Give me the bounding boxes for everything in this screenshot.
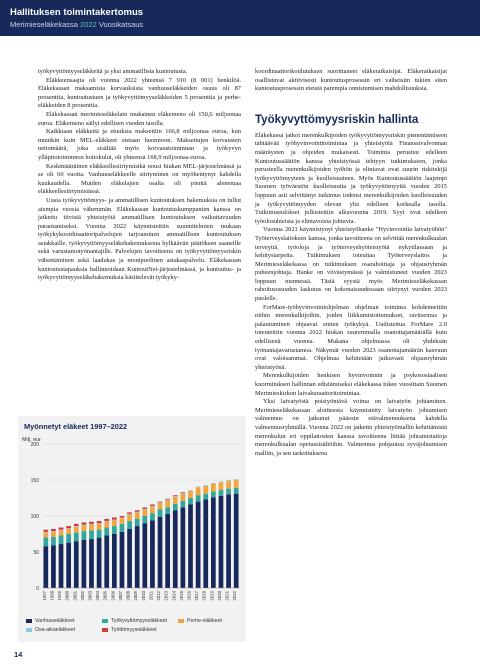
x-tick-label: 2019 [209,591,215,601]
bar-segment [150,506,155,507]
bar-segment [203,494,208,500]
bar-segment [135,526,140,588]
bar-segment [234,488,239,494]
x-tick-label: 2009 [133,591,139,601]
y-tick-label: 100 [30,514,39,520]
bar-segment [43,533,48,538]
x-tick-label: 2007 [117,591,123,601]
bar-segment [59,530,64,531]
bar-segment [97,523,102,524]
legend-item [102,618,167,624]
bar-segment [158,502,163,503]
bar-segment [66,534,71,543]
bar-segment [165,499,170,500]
bar-segment [74,533,79,542]
bar-segment [127,529,132,588]
bar-segment [181,493,186,494]
bar-segment [142,510,147,516]
bar-segment [112,534,117,588]
bar-segment [112,517,117,519]
x-tick-label: 2005 [102,591,108,601]
legend-swatch [102,619,108,623]
bar-segment [66,526,71,528]
bar-segment [150,513,155,520]
bar-segment [203,486,208,494]
x-tick-label: 2016 [186,591,192,601]
x-tick-label: 2014 [171,591,177,601]
bar-segment [66,543,71,588]
x-tick-label: 2002 [79,591,85,601]
bar-segment [142,509,147,510]
bar-segment [120,532,125,588]
bar-segment [188,498,193,504]
bar-segment [173,504,178,510]
bar-segment [219,482,224,490]
bar-segment [97,521,102,523]
legend-item [26,627,75,633]
chart-title: Myönnetyt eläkeet 1997–2022 [24,422,128,431]
body-paragraph: Merenkulkijoiden henkisen hyvinvoinnin ja psykososiaalisen kuormituksen hallinnan edistämiseksi eläkekassa tukee vuosittain Suomen Merimieskirkon laivakuraattoritoimintaa. [255,372,447,397]
legend-item [178,618,222,624]
bar-segment [196,495,201,501]
x-tick-label: 2022 [232,591,238,601]
bar-segment [173,497,178,504]
bar-segment [97,538,102,588]
legend-swatch [26,628,32,632]
x-tick-label: 2010 [140,591,146,601]
bar-segment [158,510,163,517]
legend-item [102,627,157,633]
bar-segment [188,504,193,588]
bar-segment [66,529,71,534]
bar-segment [181,492,186,493]
subtitle-year: 2022 [80,20,97,29]
body-paragraph: koordinaattorikoulutuksen suorittaneet eläkeratkaisijat. Eläkeratkaisijat osallistuvat aktiivisesti kuntoutusprosessin eri vaiheisiin tukien siten kuntoutusprosessin eteistä parempia onnistumisen mahdollisuuksia. [255,68,447,93]
y-tick-label: 0 [36,586,39,592]
bar-segment [219,481,224,482]
bar-segment [59,535,64,544]
x-tick-label: 2003 [87,591,93,601]
bar-segment [150,520,155,588]
body-paragraph: Eläkekassa jatkoi merenkulkijoiden työkyvyttömyysriskin pienentämiseen tähtäävää työhyvinvointitoimintaa ja yhteistyötä Finanssivalvonnan määräysten ja ohjeiden mukaisesti. Toiminta perustuu edelleen Kuntoutussäätiön kanssa yhteistyössä tehtyyn tutkimukseen, jonka perusteella merenkulkijoiden työhön ja elintavat ovat suurin riskitekijä työkyvyttömyyteen ja kuolleisuuteen. Myös Kuntoutussäätiön laajempi Suomen työväestön kuolleisuutta ja työkyvyttömyyttä vuoden 2015 loppuun asti selvittänyt tutkimus todensi merenkulkijoiden kuolleisuuden ja työkyvyttömyyden olevan yhä edelleen korkealla tasolla. Tutkimustulokset julkistettiin alkuvuonna 2019. Syyt ovat edelleen työolosuhteista ja elintavoista johtuvia. [255,131,447,225]
bar-segment [112,526,117,534]
bar-segment [158,517,163,588]
body-paragraph: Eläkekassan merimieseläkelain mukainen eläkemeno oli 150,6 miljoonaa euroa. Eläkemeno säilyi edellisen vuoden tasolla. [38,110,241,127]
bar-segment [150,507,155,513]
x-tick-label: 2008 [125,591,131,601]
bar-segment [135,512,140,513]
bar-segment [74,527,79,533]
x-tick-label: 2011 [148,591,154,601]
bar-segment [165,500,170,507]
bar-segment [181,501,186,507]
bar-segment [188,491,193,498]
bar-segment [234,494,239,588]
bar-segment [135,512,140,518]
bar-segment [142,523,147,588]
report-header [0,0,480,36]
legend-swatch [102,628,108,632]
bar-segment [43,530,48,532]
bar-segment [142,507,147,508]
body-paragraph: Vuonna 2021 käynnistynyt yhteistyöhanke "Hyvinvointia laivatyöhön" Työterveyslaitoksen kanssa, jonka tavoitteena on selvittää merenkulkualan terveyttä, työoloja ja työterveyshyöteistyötä nykytilassaan ja kehitystarpeita. Tutkimuksen toteuttaa Työterveyslaitos ja Merimieseläkekassa on tutkimuksen osarahoittaja ja ohjausryhmän puheenjohtaja. Hanke on viivästymässä ja valmistuneet vuoden 2023 loppuun mennessä. Tästä syystä myös Merimieseläkekassan rahoitusosuuden laskutus on kokonaisuudessaan siirtynyt vuoden 2023 puolelle. [255,226,447,303]
legend-swatch [26,619,32,623]
bar-segment [211,484,216,492]
bar-segment [127,521,132,529]
bar-segment [51,532,56,537]
report-title: Hallituksen toimintakertomus [10,7,144,18]
x-tick-label: 2015 [178,591,184,601]
x-tick-label: 2020 [216,591,222,601]
bar-segment [120,517,125,518]
bar-segment [89,539,94,588]
bar-segment [135,510,140,511]
bar-segment [226,494,231,588]
bar-segment [165,514,170,588]
section-heading: Työkyvyttömyysriskin hallinta [255,113,419,126]
report-subtitle [10,20,143,29]
bar-segment [104,519,109,521]
bar-segment [59,530,64,535]
bar-segment [66,528,71,529]
legend-swatch [178,619,184,623]
bar-segment [104,521,109,522]
legend-label: Perhe-eläkkeet [187,618,222,624]
pensions-chart [18,416,246,642]
bar-segment [158,502,163,503]
bar-segment [120,524,125,532]
bar-segment [74,541,79,588]
bar-segment [173,496,178,497]
bar-segment [82,525,87,531]
bar-segment [226,480,231,481]
bar-segment [158,503,163,509]
bar-segment [82,522,87,524]
left-column [38,68,241,283]
bar-segment [97,524,102,530]
bar-segment [211,492,216,498]
bar-segment [196,486,201,487]
bar-segment [234,479,239,480]
x-tick-label: 2004 [95,591,101,601]
bar-segment [226,489,231,495]
bar-segment [59,528,64,530]
legend-label: Työkyvyttömyyseläkkeet [111,618,167,624]
y-tick-label: 150 [30,478,39,484]
body-paragraph: Uusia työkyvyttömyys- ja ammatillisen kuntoutuksen hakemuksia on tullut aiempia vuosia vähemmän. Eläkekassan kuntoutuskumppanien kanssa on jatkettu tiivistä yhteistyötä ammatillisen kuntoutuksen vaikuttavuuden parantamiseksi. Vuonna 2022 käynnistettiin suunnitelmien mukaan työkykykoordinaattoripalvelujen tarjoaminen ammatillisen kuntoutuksen asiakkaille, työkyvyttömyyseläkehakemuksesta hylkäävän päätöksen saaneille sekä varustamotyönantajille. Palvelujen tavoitteena on työkyvyttömyysriskin vähentäminen sekä laadukas ja monipuolinen asiakaspalvelu. Eläkekassan kuntoutustapauksia hallinnoidaan KuntoutNet-järjestelmässä, ja kuntoutus- ja työkyvyttömyyseläkehakemuksia käsittelevät työkyky- [38,196,241,282]
bar-segment [165,507,170,513]
bar-segment [82,525,87,526]
legend-label: Työttömyyseläkkeet [111,627,157,633]
bar-segment [51,529,56,531]
bar-segment [89,522,94,524]
bar-segment [127,515,132,521]
bar-segment [120,518,125,524]
body-paragraph: Yksi laivatyöstä poistyöntävä voima on laivatyön johtaminen. Merimieseläkekassan aloitteesta käynnistetty laivatyön johtamisen valmennus on jatkunut pääosin etävalmennuksena kahdella valmennusryhmällä. Vuonna 2022 on jatkettu yhteistyömallin kehittämistä merenkulun eri oppilaitosten kanssa tavoitteena liittää johtamistaitoja merenkulkualan opetussisältöihin. Valmennus pohjautuu syväjohtamisen malliin, ja sen tarkoituksena [255,398,447,457]
bar-segment [43,538,48,547]
bar-segment [234,480,239,488]
bar-segment [203,485,208,486]
x-tick-label: 2017 [194,591,200,601]
bar-segment [82,531,87,540]
x-tick-label: 2006 [110,591,116,601]
bar-segment [51,537,56,546]
subtitle-kind: Vuosikatsaus [98,20,144,29]
bar-segment [196,502,201,588]
bar-segment [226,481,231,489]
y-tick-label: 200 [30,442,39,448]
body-paragraph: ForMare-työhyvinvointiohjelman ohjelman toiminta kohdennettiin niihin merenkulkijoihin, joiden liikkumistottumukset, ravitsemus ja palautuminen ohjaavat eniten työkykyä. Uudistettua ForMare 2.0 toteutettiin vuonna 2022 hiukan suuremmalla osanottajamäärällä kuin edellisenä vuonna. Mukana ohjelmassa oli yhdeksän työnantajavarustamoa. Näkymät vuoden 2023 osanottajamäärän kasvuun ovat valoisammat. Ohjelmaa kehitetään jatkuvasti ohjausryhmän yhteistyönä. [255,303,447,371]
bar-segment [104,528,109,536]
bar-segment [181,507,186,588]
bar-segment [165,499,170,500]
body-paragraph: Keskimääräinen eläkkeellesiirtymisikä nousi hiukan MEL-järjestelmässä ja se oli 60 vuotta. Vanhuuseläkkeelle siirtyminen on myöhentynyt kahdella kuukaudella. Muiden eläkelajien osalta oli pientä alenemaa eläkkeellesiirtymisiässä. [38,162,241,196]
bar-segment [120,516,125,517]
y-tick-label: 50 [33,550,39,556]
body-paragraph: Kaikkiaan eläkkeitä ja etuuksia maksettiin 166,8 miljoonaa euroa, kun muutkin kuin MEL-eläkkeet otetaan huomioon. Maksettujen korvausten nettomäärä, joka sisältää myös korvaustoiminnan ja työkyvyn ylläpitotoiminnon hoitokulut, oli yhteensä 168,9 miljoonaa euroa. [38,128,241,161]
bar-segment [188,490,193,491]
page-number: 14 [14,650,23,659]
bar-segment [219,490,224,496]
legend-label: Vanhuuseläkkeet [35,618,75,624]
bar-segment [211,483,216,484]
body-paragraph: Eläkkeensaajia oli vuonna 2022 yhteensä 7 910 (8 001) henkilöä. Eläkekassan maksamista korvauksista vanhuuseläkkeiden osuus oli 87 prosenttia, kuntoutustuen ja työkyvyttömyyseläkkeiden 5 prosenttia ja perhe-eläkkeiden 8 prosenttia. [38,76,241,110]
bar-segment [82,540,87,588]
bar-segment [89,525,94,531]
bar-segment [135,519,140,526]
bar-segment [142,516,147,523]
x-tick-label: 2013 [163,591,169,601]
body-paragraph: työkyvyttömyyseläkkeitä ja yksi ammatillista kuntoutusta. [38,68,188,75]
x-tick-label: 1997 [41,591,47,601]
x-tick-label: 1998 [49,591,55,601]
x-tick-label: 2012 [156,591,162,601]
bar-segment [51,546,56,588]
bar-segment [74,524,79,526]
bar-segment [219,496,224,588]
bar-segment [43,546,48,588]
x-tick-label: 2000 [64,591,70,601]
right-column [255,68,447,458]
bar-segment [112,520,117,526]
bar-segment [112,520,117,521]
x-tick-label: 1999 [57,591,63,601]
legend-item [26,618,74,624]
bar-segment [89,530,94,539]
bar-segment [127,512,132,513]
x-tick-label: 2021 [224,591,230,601]
bar-segment [59,544,64,588]
bar-segment [150,504,155,505]
chart-plot [18,416,246,616]
bar-segment [104,522,109,528]
bar-segment [104,535,109,588]
bar-segment [203,499,208,588]
subtitle-org: Merimieseläkekassa [10,20,78,29]
bar-segment [89,524,94,525]
bar-segment [211,497,216,588]
bar-segment [51,531,56,532]
bar-segment [173,495,178,496]
bar-segment [173,510,178,588]
bar-segment [196,487,201,495]
bar-segment [127,514,132,515]
legend-label: Osa-aikaeläkkeet [35,627,76,633]
bar-segment [97,530,102,538]
bar-segment [74,526,79,527]
bar-segment [181,494,186,501]
bar-segment [43,532,48,533]
x-tick-label: 2001 [72,591,78,601]
x-tick-label: 2018 [201,591,207,601]
y-axis-unit: Milj. eur [22,437,41,443]
